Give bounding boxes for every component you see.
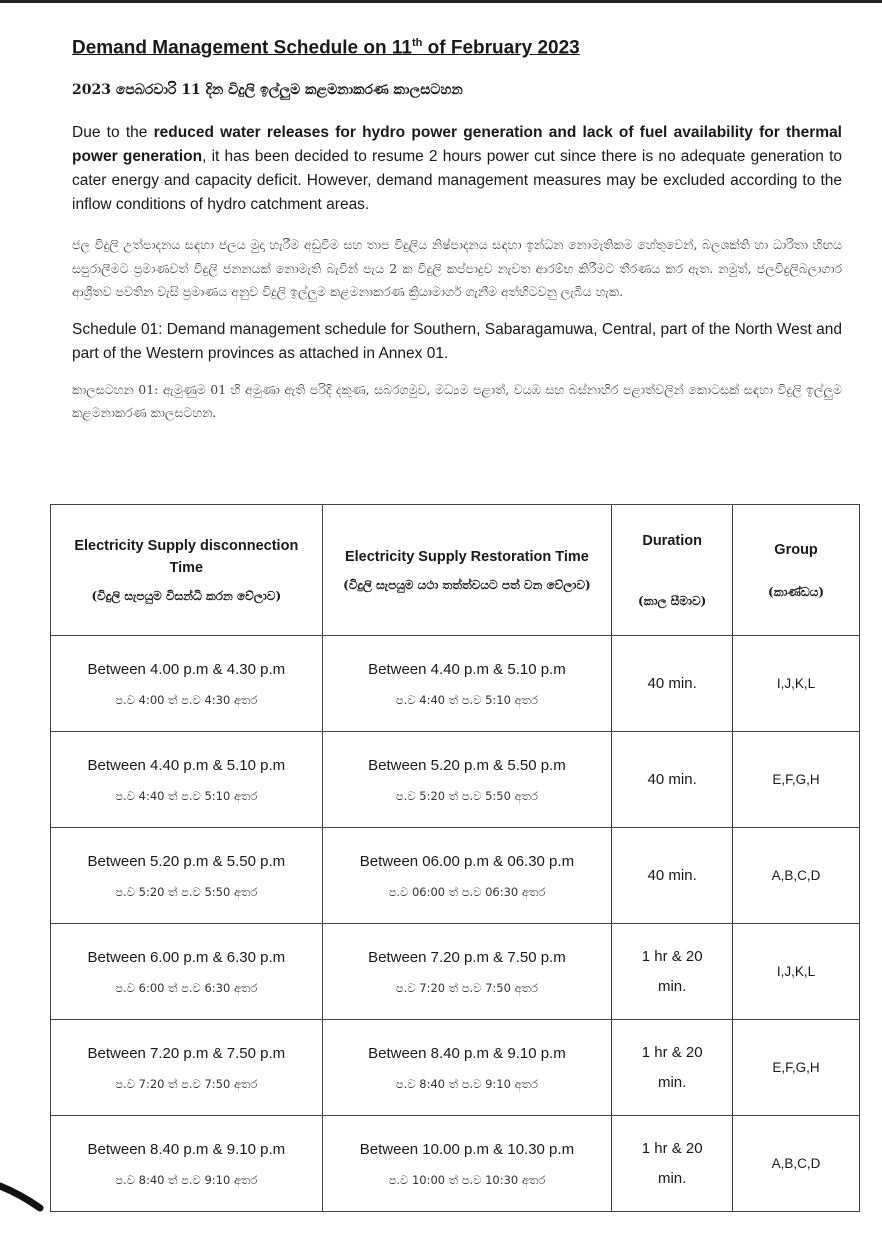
disconnection-cell: Between 4.40 p.m & 5.10 p.m ප.ව 4:40 ත් ප.ව 5:10 අතර — [51, 732, 323, 828]
restoration-cell: Between 06.00 p.m & 06.30 p.m ප.ව 06:00 ත් ප.ව 06:30 අතර — [322, 828, 612, 924]
group-cell: I,J,K,L — [733, 636, 860, 732]
duration-cell: 1 hr & 20 min. — [612, 1116, 733, 1212]
table-row — [51, 732, 860, 828]
group-cell: A,B,C,D — [733, 828, 860, 924]
table-row — [51, 1020, 860, 1116]
group-cell: A,B,C,D — [733, 1116, 860, 1212]
top-border — [0, 0, 882, 3]
header-duration: Duration (කාල සීමාව) — [612, 505, 733, 636]
table-row — [51, 636, 860, 732]
restoration-cell: Between 5.20 p.m & 5.50 p.m ප.ව 5:20 ත් ප.ව 5:50 අතර — [322, 732, 612, 828]
duration-cell: 40 min. — [612, 828, 733, 924]
sinhala-schedule-paragraph: කාලසටහන 01: ඇමුණුම 01 හි අමුණා ඇති පරිදි දකුණ, සබරගමුව, මධ්‍යම පළාත්, වයඹ සහ බස්නාහිර පළාත්වලින් කොටසක් සඳහා විදුලි ඉල්ලුම කළමනාකරණ කාලසටහන. — [72, 381, 842, 421]
header-disconnection: Electricity Supply disconnection Time (විදුලි සැපයුම විසන්ධි කරන වේලාව) — [51, 505, 323, 636]
intro-paragraph: Due to the reduced water releases for hydro power generation and lack of fuel availability for thermal power generation, it has been decided to resume 2 hours power cut since there is no adequate generation to cater energy and capacity deficit. However, demand management measures may be excluded according to the inflow conditions of hydro catchment areas. — [72, 124, 843, 214]
table-row — [51, 1116, 860, 1212]
group-cell: E,F,G,H — [733, 1020, 860, 1116]
disconnection-cell: Between 5.20 p.m & 5.50 p.m ප.ව 5:20 ත් ප.ව 5:50 අතර — [51, 828, 323, 924]
disconnection-cell: Between 8.40 p.m & 9.10 p.m ප.ව 8:40 ත් ප.ව 9:10 අතර — [51, 1116, 323, 1212]
header-restoration: Electricity Supply Restoration Time (විදුලි සැපයුම යථා තත්ත්වයට පත් වන වේලාව) — [322, 505, 612, 636]
sinhala-intro-paragraph: ජල විදුලි උත්පාදනය සඳහා ජලය මුදා හැරීම අඩුවීම සහ තාප විදුලිය නිෂ්පාදනය සඳහා ඉන්ධන නොමැතිකම හේතුවෙන්, බලශක්ති හා ධාරිතා හිඟය සපුරාලීමට ප්‍රමාණවත් විදුලි ජනනයක් නොමැති බැවින් පැය 2 ක විදුලි කප්පාදුව නැවත ආරම්භ කිරීමට තීරණය කර ඇත. නමුත්, ජලවිදුලිබලාගාර ආශ්‍රිතව පවතින වැසි ප්‍රමාණය අනුව විදුලි ඉල්ලුම කළමනාකරණ ක්‍රියාමාර්ග ගැනීම අත්හිටවනු ලැබිය හැක. — [72, 237, 842, 300]
restoration-cell: Between 4.40 p.m & 5.10 p.m ප.ව 4:40 ත් ප.ව 5:10 අතර — [322, 636, 612, 732]
table-row — [51, 924, 860, 1020]
schedule-table — [50, 504, 860, 1212]
page-title: Demand Management Schedule on 11th of February 2023 — [72, 37, 580, 59]
header-group: Group (කාණ්ඩය) — [733, 505, 860, 636]
disconnection-cell: Between 7.20 p.m & 7.50 p.m ප.ව 7:20 ත් ප.ව 7:50 අතර — [51, 1020, 323, 1116]
table-header-row — [51, 505, 860, 636]
restoration-cell: Between 7.20 p.m & 7.50 p.m ප.ව 7:20 ත් ප.ව 7:50 අතර — [322, 924, 612, 1020]
intro-bold-text: reduced water releases for hydro power generation and lack of fuel availability for thermal power generation — [72, 124, 842, 166]
table-row — [51, 828, 860, 924]
group-cell: I,J,K,L — [733, 924, 860, 1020]
pen-stroke-mark — [0, 1180, 60, 1220]
restoration-cell: Between 8.40 p.m & 9.10 p.m ප.ව 8:40 ත් ප.ව 9:10 අතර — [322, 1020, 612, 1116]
group-cell: E,F,G,H — [733, 732, 860, 828]
duration-cell: 40 min. — [612, 636, 733, 732]
restoration-cell: Between 10.00 p.m & 10.30 p.m ප.ව 10:00 ත් ප.ව 10:30 අතර — [322, 1116, 612, 1212]
duration-cell: 40 min. — [612, 732, 733, 828]
duration-cell: 1 hr & 20 min. — [612, 1020, 733, 1116]
schedule-paragraph: Schedule 01: Demand management schedule for Southern, Sabaragamuwa, Central, part of the North West and part of the Western provinces as attached in Annex 01. — [72, 320, 842, 362]
document-body — [72, 30, 842, 425]
disconnection-cell: Between 4.00 p.m & 4.30 p.m ප.ව 4:00 ත් ප.ව 4:30 අතර — [51, 636, 323, 732]
disconnection-cell: Between 6.00 p.m & 6.30 p.m ප.ව 6:00 ත් ප.ව 6:30 අතර — [51, 924, 323, 1020]
duration-cell: 1 hr & 20 min. — [612, 924, 733, 1020]
sinhala-title: 2023 පෙබරවාරි 11 දින විදුලි ඉල්ලුම කළමනාකරණ කාලසටහන — [72, 82, 463, 99]
